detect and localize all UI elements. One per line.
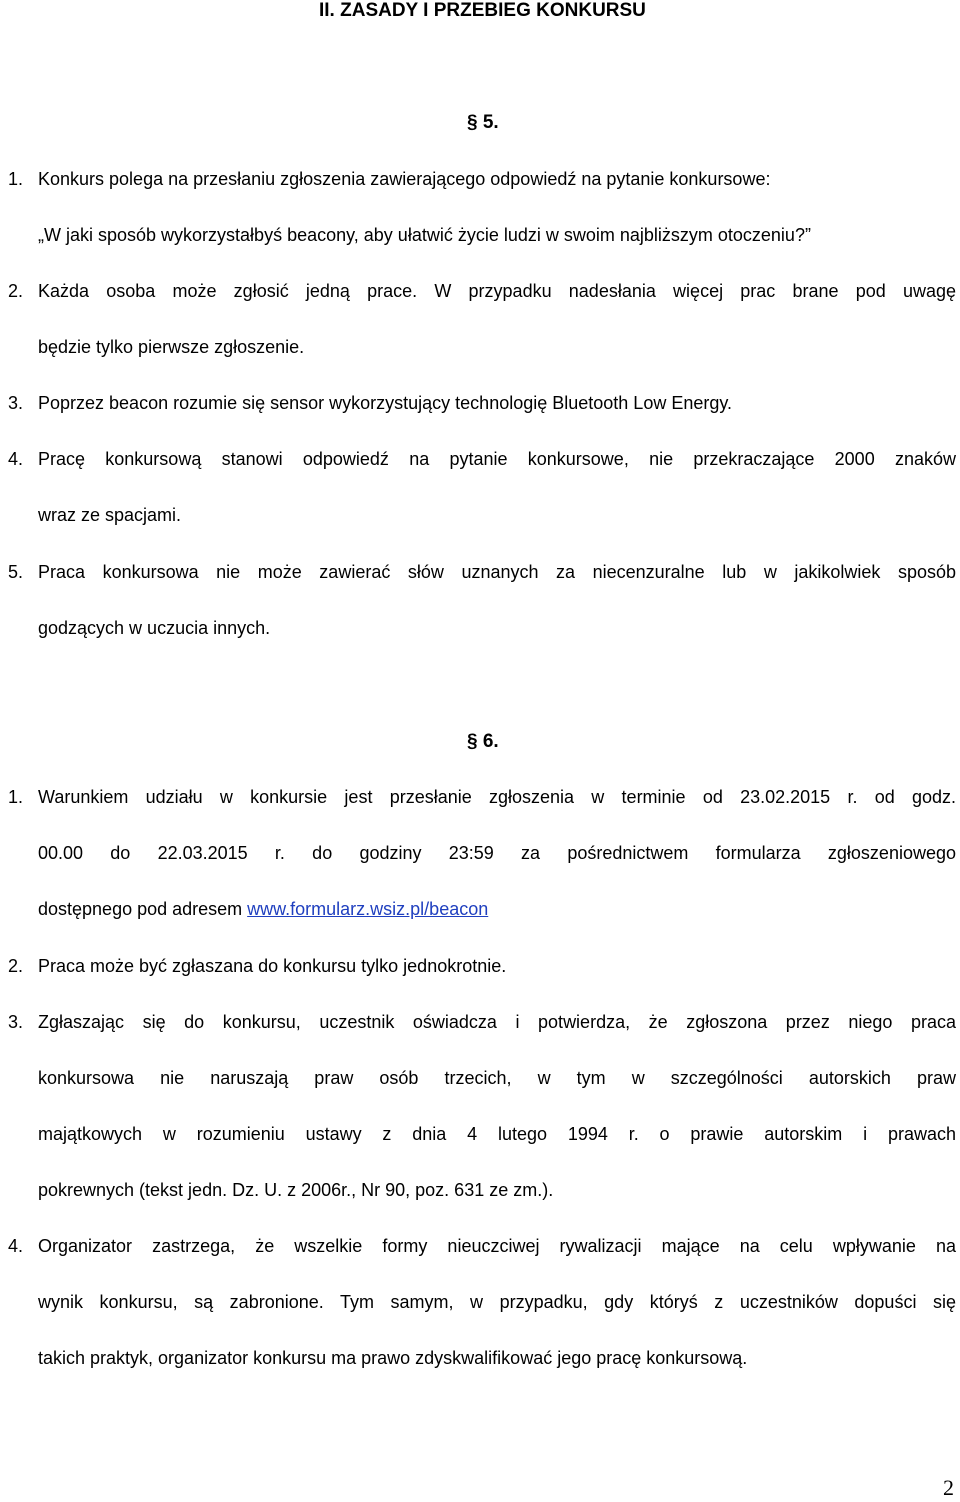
- section-heading-5: § 5.: [467, 112, 499, 133]
- item-number: 3.: [8, 393, 24, 413]
- page-title: II. ZASADY I PRZEBIEG KONKURSU: [319, 0, 646, 21]
- item-number: 5.: [8, 562, 24, 582]
- item-line: Konkurs polega na przesłaniu zgłoszenia zawierającego odpowiedź na pytanie konkursowe:: [38, 169, 771, 189]
- item-line: konkursowa nie naruszają praw osób trzecich, w tym w szczególności autorskich praw: [38, 1068, 956, 1088]
- item-line: Pracę konkursową stanowi odpowiedź na pytanie konkursowe, nie przekraczające 2000 znaków: [38, 449, 956, 469]
- item-line-text: dostępnego pod adresem: [38, 899, 248, 919]
- item-line: majątkowych w rozumieniu ustawy z dnia 4 lutego 1994 r. o prawie autorskim i prawach: [38, 1124, 956, 1144]
- item-line: Poprzez beacon rozumie się sensor wykorzystujący technologię Bluetooth Low Energy.: [38, 393, 733, 413]
- item-line: Każda osoba może zgłosić jedną prace. W przypadku nadesłania więcej prac brane pod uwagę: [38, 281, 956, 301]
- item-line: Zgłaszając się do konkursu, uczestnik oświadcza i potwierdza, że zgłoszona przez niego praca: [38, 1012, 956, 1032]
- item-line: Warunkiem udziału w konkursie jest przesłanie zgłoszenia w terminie od 23.02.2015 r. od godz.: [38, 787, 956, 807]
- item-line: takich praktyk, organizator konkursu ma prawo zdyskwalifikować jego pracę konkursową.: [38, 1348, 748, 1368]
- item-number: 1.: [8, 169, 24, 189]
- item-line: Praca może być zgłaszana do konkursu tylko jednokrotnie.: [38, 956, 507, 976]
- item-line-with-link: [38, 899, 488, 920]
- item-number: 1.: [8, 787, 24, 807]
- item-line: wraz ze spacjami.: [38, 505, 182, 525]
- form-link[interactable]: www.formularz.wsiz.pl/beacon: [247, 899, 489, 919]
- item-number: 4.: [8, 449, 24, 469]
- item-number: 3.: [8, 1012, 24, 1032]
- item-line: Praca konkursowa nie może zawierać słów uznanych za niecenzuralne lub w jakikolwiek sposób: [38, 562, 956, 582]
- section-heading-6: § 6.: [467, 731, 499, 752]
- item-line: „W jaki sposób wykorzystałbyś beacony, aby ułatwić życie ludzi w swoim najbliższym otoczeniu?”: [38, 225, 811, 245]
- item-line: godzących w uczucia innych.: [38, 618, 271, 638]
- item-line: będzie tylko pierwsze zgłoszenie.: [38, 337, 305, 357]
- item-number: 2.: [8, 956, 24, 976]
- item-line: wynik konkursu, są zabronione. Tym samym, w przypadku, gdy któryś z uczestników dopuści się: [38, 1292, 956, 1312]
- item-number: 4.: [8, 1236, 24, 1256]
- item-line: pokrewnych (tekst jedn. Dz. U. z 2006r., Nr 90, poz. 631 ze zm.).: [38, 1180, 554, 1200]
- item-number: 2.: [8, 281, 24, 301]
- page-number: 2: [943, 1475, 954, 1500]
- item-line: 00.00 do 22.03.2015 r. do godziny 23:59 za pośrednictwem formularza zgłoszeniowego: [38, 843, 956, 863]
- item-line: Organizator zastrzega, że wszelkie formy nieuczciwej rywalizacji mające na celu wpływanie na: [38, 1236, 956, 1256]
